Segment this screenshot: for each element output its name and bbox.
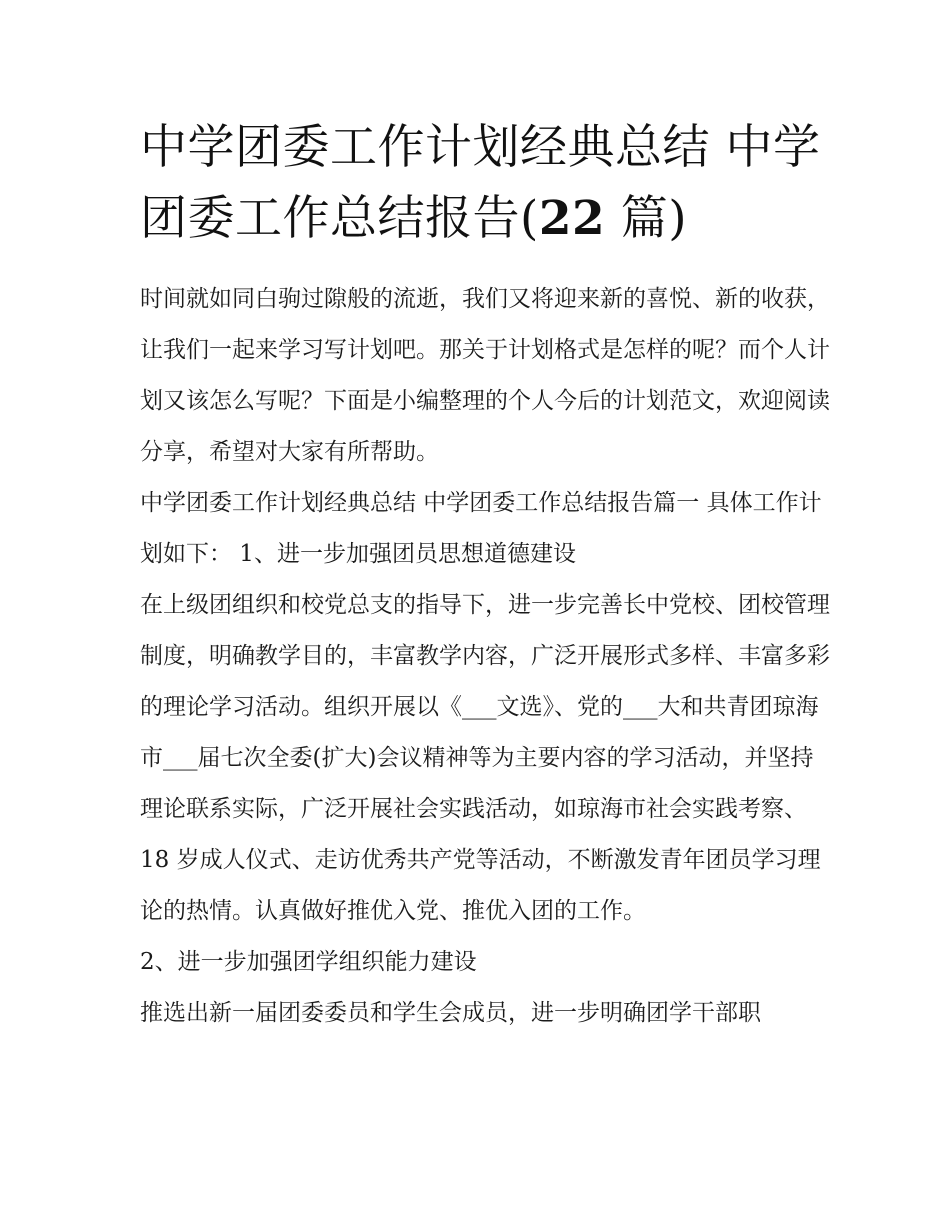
- body-paragraph: 在上级团组织和校党总支的指导下，进一步完善长中党校、团校管理制度，明确教学目的，丰富教学内容，广泛开展形式多样、丰富多彩的理论学习活动。组织开展以《___文选》、党的___大和共青团琼海市___届七次全委(扩大)会议精神等为主要内容的学习活动，并坚持理论联系实际，广泛开展社会实践活动，如琼海市社会实践考察、18 岁成人仪式、走访优秀共产党等活动，不断激发青年团员学习理论的热情。认真做好推优入党、推优入团的工作。: [140, 592, 830, 924]
- subheading-paragraph: 2、进一步加强团学组织能力建设: [140, 949, 477, 975]
- intro-paragraph: 时间就如同白驹过隙般的流逝，我们又将迎来新的喜悦、新的收获，让我们一起来学习写计划吧。那关于计划格式是怎样的呢？而个人计划又该怎么写呢？下面是小编整理的个人今后的计划范文，欢迎阅读分享，希望对大家有所帮助。: [140, 286, 830, 465]
- document-title: [140, 112, 830, 254]
- title-text-part1: 中学团委工作计划经典总结 中学团委工作总结报告(: [140, 120, 821, 246]
- document-body: [140, 274, 830, 1039]
- title-text-part2: 篇): [605, 191, 688, 246]
- body-paragraph-continued: 推选出新一届团委委员和学生会成员，进一步明确团学干部职: [140, 1000, 761, 1026]
- title-number: 22: [538, 191, 606, 246]
- section-heading-paragraph: 中学团委工作计划经典总结 中学团委工作总结报告篇一 具体工作计划如下： 1、进一步加强团员思想道德建设: [140, 490, 822, 567]
